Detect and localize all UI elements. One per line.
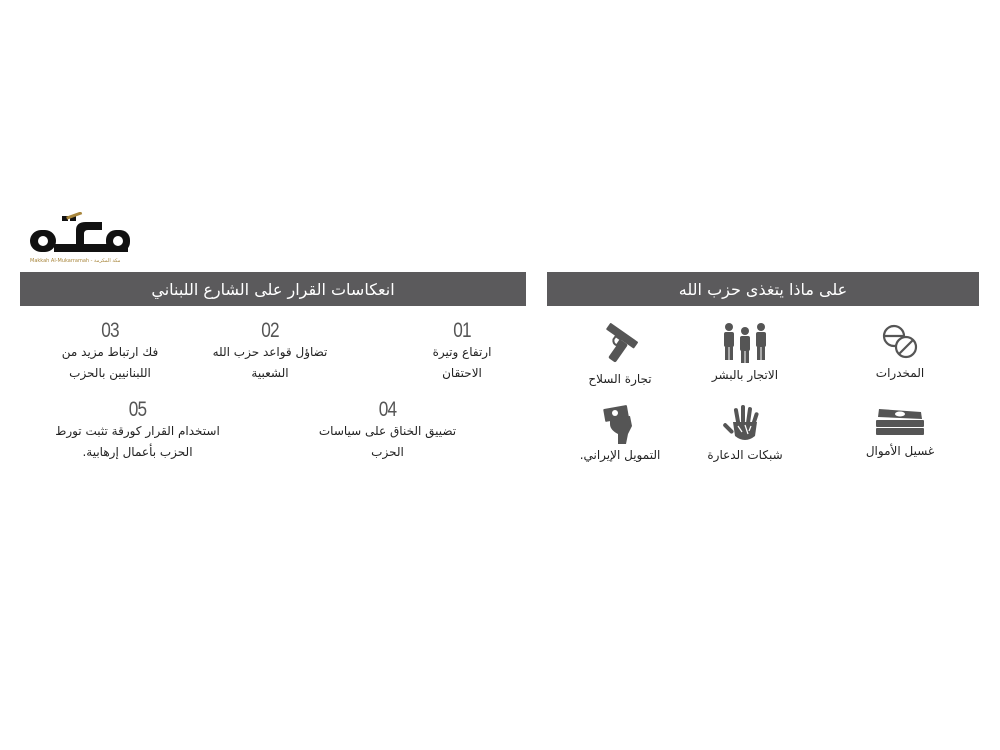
effect-item-03 (30, 320, 190, 384)
funding-title: على ماذا يتغذى حزب الله (678, 279, 848, 299)
money-stack-icon (873, 406, 927, 440)
effect-number: 05 (128, 398, 147, 421)
source-label: شبكات الدعارة (707, 448, 783, 462)
source-human-trafficking (690, 322, 800, 382)
hand-icon (723, 404, 767, 444)
effect-text: تضاؤل قواعد حزب الله الشعبية (212, 345, 328, 380)
effect-item-05 (45, 399, 230, 463)
source-drugs (845, 322, 955, 380)
effects-banner (20, 272, 526, 306)
people-icon (720, 322, 770, 364)
source-label: المخدرات (875, 366, 925, 380)
funding-banner (547, 272, 979, 306)
effect-number: 03 (101, 319, 119, 342)
source-money-laundering (845, 406, 955, 458)
effect-text: فك ارتباط مزيد من اللبنانيين بالحزب (61, 345, 159, 380)
effect-text: ارتفاع وتيرة الاحتقان (432, 345, 492, 380)
money-hand-icon (598, 404, 642, 444)
effects-title: انعكاسات القرار على الشارع اللبناني (151, 279, 395, 299)
effect-number: 01 (453, 319, 471, 342)
effect-item-04 (300, 399, 475, 463)
effect-number: 04 (378, 398, 397, 421)
source-iranian-funding (560, 404, 680, 462)
pills-icon (878, 322, 922, 362)
logo-subtitle: Makkah Al-Mukarramah - مكة المكرمة (30, 258, 121, 264)
effect-text: استخدام القرار كورقة تثبت تورط الحزب بأعمال إرهابية. (55, 424, 220, 459)
source-arms-trade (560, 320, 680, 386)
effect-text: تضييق الخناق على سياسات الحزب (318, 424, 457, 459)
effect-item-01 (402, 320, 522, 384)
source-label: غسيل الأموال (865, 444, 935, 458)
source-prostitution-networks (690, 404, 800, 462)
effect-number: 02 (261, 319, 279, 342)
source-label: التمويل الإيراني. (579, 448, 661, 462)
makkah-logo-mark (26, 212, 136, 258)
source-label: الاتجار بالبشر (711, 368, 779, 382)
pistol-icon (596, 320, 644, 368)
effect-item-02 (200, 320, 340, 384)
source-label: تجارة السلاح (588, 372, 652, 386)
